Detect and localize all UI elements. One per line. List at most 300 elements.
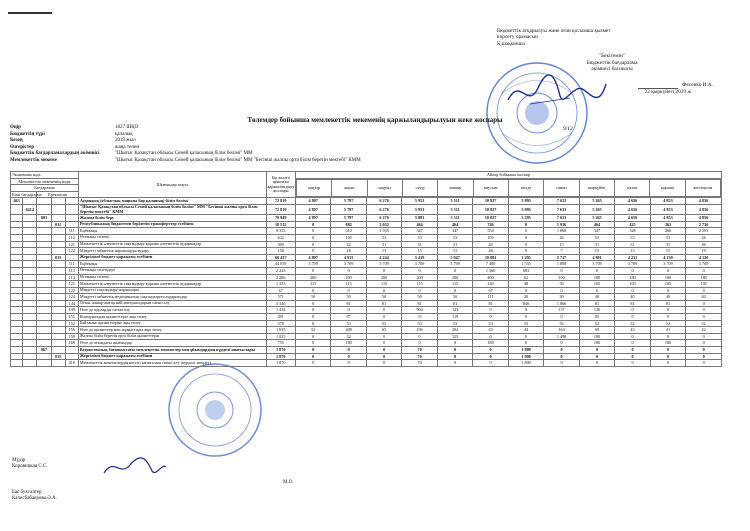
month-value: 85 (579, 314, 614, 321)
code-cell (37, 294, 51, 301)
code-cell (23, 198, 37, 205)
code-cell (23, 360, 37, 367)
month-value: 52 (544, 320, 579, 327)
month-value: 0 (650, 353, 685, 360)
month-value: 200 (366, 274, 401, 281)
month-value: 53 (331, 320, 366, 327)
month-value: 53 (437, 234, 472, 241)
month-value: 0 (366, 360, 401, 367)
month-value: 5 797 (331, 198, 366, 205)
month-value: 70 (402, 360, 437, 367)
code-cell (11, 294, 23, 301)
code-cell (37, 248, 51, 255)
month-value: 554 (473, 228, 508, 235)
code-cell (37, 307, 51, 314)
row-name: Өтемақы төлемдері (78, 267, 266, 274)
month-value: 0 (508, 241, 543, 248)
month-value: 48 (508, 281, 543, 288)
month-value: 882 (331, 221, 366, 228)
month-value: 0 (295, 234, 330, 241)
row-name: Ведомстволық бағыныстағы мемлекеттік мекемелер мен ұйымдардың күрделі шығыстары (78, 347, 266, 354)
approval-date: 22 қыркүйегі 2019 ж (644, 88, 691, 95)
month-value: 6 276 (366, 215, 401, 222)
month-value: 43 (473, 327, 508, 334)
month-value: 240 (473, 281, 508, 288)
month-value: 105 (331, 234, 366, 241)
month-value: 180 (650, 274, 685, 281)
code-cell (11, 254, 23, 261)
table-row (11, 340, 722, 347)
month-value: 2 593 (686, 228, 722, 235)
month-value: 67 (473, 287, 508, 294)
month-value: 6 276 (366, 204, 401, 214)
code-cell (11, 248, 23, 255)
month-value: 44 (473, 241, 508, 248)
table-row (11, 281, 722, 288)
code-cell (23, 327, 37, 334)
month-value: 0 (366, 347, 401, 354)
code-cell: 114 (65, 274, 78, 281)
month-header: тамыз (544, 179, 579, 196)
month-value: 236 (402, 327, 437, 334)
approval-company: "Бекітемін" (598, 53, 626, 60)
approval-line4: Бюджеттік бағдарлама (586, 59, 638, 66)
month-value: 0 (295, 347, 330, 354)
page-number: 9/12 (563, 126, 573, 132)
month-value: 347 (579, 228, 614, 235)
month-value: 0 (366, 307, 401, 314)
code-cell: 416 (65, 360, 78, 367)
page-title: Төлемдер бойынша мемлекеттік мекеменің қаржыландырылуын жеке жоспары (247, 116, 503, 124)
month-value: 0 (508, 314, 543, 321)
row-total: 10 512 (266, 221, 295, 228)
row-total: 70 949 (266, 215, 295, 222)
code-cell (11, 333, 23, 340)
month-header: қазан (614, 179, 649, 196)
row-total: 1 870 (266, 353, 295, 360)
month-value: 0 (615, 267, 650, 274)
month-value: 4 801 (579, 254, 614, 261)
month-value: 0 (331, 347, 366, 354)
month-value: 0 (579, 267, 614, 274)
code-cell (51, 241, 65, 248)
month-value: 347 (437, 228, 472, 235)
col-econ-code: Экономика кода (11, 172, 79, 179)
month-value: 105 (615, 281, 650, 288)
month-value: 0 (508, 234, 543, 241)
code-cell (51, 307, 65, 314)
code-cell (37, 314, 51, 321)
row-name: Міндетті сақтандыру жарналары (78, 287, 266, 294)
code-cell: 015 (51, 254, 65, 261)
month-value: 0 (331, 360, 366, 367)
code-cell (23, 307, 37, 314)
month-value: 0 (686, 360, 722, 367)
code-cell (11, 300, 23, 307)
code-cell (37, 300, 51, 307)
month-value: 0 (686, 340, 722, 347)
month-value: 40 (686, 294, 722, 301)
code-cell (51, 327, 65, 334)
month-value: 0 (366, 340, 401, 347)
month-value: 4 856 (686, 204, 722, 214)
code-cell (37, 340, 51, 347)
header-key: Бюджеттік бағдарламалардың әкімшісі (10, 151, 100, 157)
row-total: 632 (266, 234, 295, 241)
row-name: Отын, жанар-жағар май материалдарын сатып алу (78, 300, 266, 307)
month-value: 125 (437, 333, 472, 340)
month-value: 363 (650, 221, 685, 228)
month-value: 0 (331, 267, 366, 274)
month-value: 3 709 (686, 261, 722, 268)
code-cell (51, 287, 65, 294)
month-value: 65 (366, 327, 401, 334)
month-value: 81 (473, 300, 508, 307)
month-value: 0 (686, 300, 722, 307)
month-value: 189 (473, 340, 508, 347)
month-value: 5 511 (437, 215, 472, 222)
month-value: 0 (437, 353, 472, 360)
month-value: 0 (473, 333, 508, 340)
month-value: 0 (579, 287, 614, 294)
row-name: Мемлекеттік әлеуметтік сақтандыру қорына әлеуметтік аударымдар (78, 281, 266, 288)
month-value: 464 (437, 221, 472, 228)
month-value: 0 (295, 248, 330, 255)
month-value: 115 (331, 281, 366, 288)
month-value: 0 (650, 333, 685, 340)
code-cell (11, 353, 23, 360)
month-value: 1 800 (508, 360, 543, 367)
month-value: 81 (331, 300, 366, 307)
code-cell (37, 360, 51, 367)
month-value: 4 244 (366, 254, 401, 261)
month-value: 0 (686, 307, 722, 314)
bottom-seal-icon (165, 360, 265, 460)
month-value: 10 081 (473, 254, 508, 261)
month-value: 0 (544, 353, 579, 360)
month-value: 3 709 (366, 261, 401, 268)
code-cell (23, 267, 37, 274)
month-value: 180 (331, 340, 366, 347)
month-value: 1 808 (544, 261, 579, 268)
month-value: 328 (615, 228, 650, 235)
code-cell: 144 (65, 300, 78, 307)
month-value: 1 935 (366, 228, 401, 235)
code-cell (23, 294, 37, 301)
month-value: 0 (295, 353, 330, 360)
code-cell (23, 234, 37, 241)
row-total: 72 819 (266, 198, 295, 205)
col-total-header: Бір жылға арналған қаржыландыру жоспары (266, 172, 295, 198)
month-value: 52 (615, 320, 650, 327)
month-value: 0 (437, 347, 472, 354)
month-value: 69 (579, 327, 614, 334)
table-row (11, 254, 722, 261)
month-value: 50 (437, 294, 472, 301)
month-value: 0 (615, 314, 650, 321)
code-cell (65, 204, 78, 214)
code-cell (23, 241, 37, 248)
row-name: Еңбекақы (78, 261, 266, 268)
code-cell (23, 333, 37, 340)
row-name: Аудандық (облыстық маңызы бар қаланың) білім бөлімі (78, 198, 266, 205)
month-value: 0 (650, 307, 685, 314)
month-value: 180 (615, 274, 650, 281)
month-value: 53 (615, 234, 650, 241)
month-value: 0 (402, 333, 437, 340)
code-cell (37, 228, 51, 235)
month-value: 0 (579, 360, 614, 367)
month-value: 115 (437, 281, 472, 288)
month-value: 0 (650, 267, 685, 274)
month-value: 0 (686, 333, 722, 340)
month-value: 7 633 (544, 198, 579, 205)
table-row (11, 360, 722, 367)
month-value: 0 (402, 267, 437, 274)
code-cell (37, 281, 51, 288)
month-value: 180 (579, 340, 614, 347)
month-value: 0 (650, 360, 685, 367)
footer-mo: М.О. (283, 480, 294, 485)
month-value: 53 (579, 234, 614, 241)
month-value: 105 (686, 281, 722, 288)
month-value: 0 (437, 267, 472, 274)
code-cell (11, 215, 23, 222)
code-cell (51, 204, 65, 214)
header-key: Мемлекеттік мекеме (10, 157, 57, 163)
month-value: 0 (686, 314, 722, 321)
code-cell: 6414 (23, 204, 37, 214)
month-value: 408 (331, 327, 366, 334)
month-value: 115 (295, 281, 330, 288)
row-name: Жергілікті бюджет қаражаты есебінен (78, 254, 266, 261)
month-value: 4 853 (650, 204, 685, 214)
month-value: 10 827 (473, 215, 508, 222)
code-cell (11, 347, 23, 354)
month-value: 0 (579, 347, 614, 354)
code-cell (11, 267, 23, 274)
header-key: Бюджеттің түрі (10, 131, 45, 137)
row-total: 44 039 (266, 261, 295, 268)
table-row (11, 320, 722, 327)
code-cell (11, 274, 23, 281)
code-cell: 011 (51, 221, 65, 228)
header-key: Өзгерістер (10, 144, 35, 150)
month-value: 20 (508, 294, 543, 301)
code-cell (65, 353, 78, 360)
table-row (11, 327, 722, 334)
row-total: 156 (266, 248, 295, 255)
month-value: 5 265 (579, 215, 614, 222)
month-value: 204 (437, 327, 472, 334)
row-total: 369 (266, 241, 295, 248)
row-total: 578 (266, 320, 295, 327)
month-value: 53 (650, 234, 685, 241)
month-value: 13 (437, 248, 472, 255)
code-cell: 015 (51, 353, 65, 360)
code-cell: 124 (65, 294, 78, 301)
month-header: шілде (508, 179, 543, 196)
month-value: 1 560 (473, 267, 508, 274)
month-value: 0 (331, 353, 366, 360)
code-cell (23, 340, 37, 347)
month-value: 0 (366, 267, 401, 274)
header-fields (10, 125, 430, 165)
month-value: 0 (615, 360, 650, 367)
code-cell: 169 (65, 340, 78, 347)
month-value: 1 800 (508, 347, 543, 354)
month-value: 50 (295, 294, 330, 301)
code-cell: 122 (65, 287, 78, 294)
code-cell: 112 (65, 234, 78, 241)
month-value: 26 (544, 234, 579, 241)
month-value: 0 (402, 340, 437, 347)
month-value: 904 (402, 307, 437, 314)
month-value: 42 (686, 327, 722, 334)
code-cell: 067 (37, 347, 51, 354)
row-name: Жалпы білім беретін орта білім қызметтерін (78, 333, 266, 340)
code-cell: 152 (65, 320, 78, 327)
code-cell (37, 234, 51, 241)
code-cell (65, 254, 78, 261)
row-total: 1 434 (266, 307, 295, 314)
month-value: 3 709 (650, 261, 685, 268)
footer-name2: Калесбабаерова Ә.А. (12, 496, 57, 502)
month-value: 180 (579, 274, 614, 281)
month-value: 53 (437, 320, 472, 327)
month-value: 0 (295, 314, 330, 321)
month-value: 15 (544, 241, 579, 248)
month-value: 81 (615, 300, 650, 307)
month-value: 0 (402, 287, 437, 294)
code-cell (65, 215, 78, 222)
code-cell (37, 353, 51, 360)
month-value: 0 (295, 241, 330, 248)
code-cell (37, 333, 51, 340)
table-row (11, 215, 722, 222)
code-cell (51, 294, 65, 301)
month-value: 0 (295, 340, 330, 347)
code-cell: 463 (11, 198, 23, 205)
code-cell (51, 215, 65, 222)
code-cell: 159 (65, 333, 78, 340)
row-total: 2 243 (266, 267, 295, 274)
code-cell (23, 281, 37, 288)
month-value: 0 (615, 307, 650, 314)
month-header: сәуір (402, 179, 437, 196)
month-value: 3 295 (508, 254, 543, 261)
month-value: 157 (544, 307, 579, 314)
table-row (11, 353, 722, 360)
month-value: 3 709 (402, 261, 437, 268)
row-name: Республикалық бюджеттен берілетін трансферттер есебінен (78, 221, 266, 228)
row-name: Жалпы білім беру (78, 215, 266, 222)
month-value: 13 (615, 248, 650, 255)
month-value: 31 (579, 241, 614, 248)
month-value: 0 (295, 320, 330, 327)
month-value: 52 (295, 327, 330, 334)
month-value: 4 897 (295, 254, 330, 261)
row-name: Коммуналдық қызметтерге ақы төлеу (78, 314, 266, 321)
row-name: Өтемақы төлемі (78, 274, 266, 281)
month-value: 43 (615, 327, 650, 334)
month-value: 5 419 (402, 254, 437, 261)
month-value: 52 (579, 320, 614, 327)
month-value: 5 995 (508, 198, 543, 205)
code-cell: 121 (65, 281, 78, 288)
code-cell: 149 (65, 307, 78, 314)
code-cell (65, 198, 78, 205)
month-value: 31 (650, 241, 685, 248)
code-cell (23, 228, 37, 235)
month-value: 5 953 (402, 198, 437, 205)
code-cell (23, 274, 37, 281)
month-value: 0 (437, 287, 472, 294)
month-value: 0 (650, 314, 685, 321)
month-header: қараша (650, 179, 685, 196)
month-value: 53 (508, 320, 543, 327)
month-value: 53 (402, 320, 437, 327)
month-value: 0 (650, 347, 685, 354)
row-name: Өзге де қызметтер мен жұмыстарға ақы төлеу (78, 327, 266, 334)
month-value: 4 656 (615, 215, 650, 222)
month-value: 3 709 (615, 261, 650, 268)
code-cell (37, 204, 51, 214)
code-cell (51, 274, 65, 281)
month-value: 26 (473, 248, 508, 255)
table-row (11, 287, 722, 294)
code-cell (11, 314, 23, 321)
table-row (11, 241, 722, 248)
month-value: 2 032 (366, 221, 401, 228)
table-row (11, 333, 722, 340)
month-value: 0 (295, 333, 330, 340)
code-cell (23, 300, 37, 307)
month-value: 0 (508, 287, 543, 294)
code-cell (37, 274, 51, 281)
month-value: 19 (686, 248, 722, 255)
month-value: 31 (402, 241, 437, 248)
code-cell (37, 241, 51, 248)
code-cell (11, 234, 23, 241)
approval-block (497, 28, 737, 95)
month-value: 0 (295, 300, 330, 307)
month-value: 200 (437, 274, 472, 281)
table-row (11, 300, 722, 307)
code-cell (23, 347, 37, 354)
month-value: 53 (366, 320, 401, 327)
month-value: 0 (615, 287, 650, 294)
row-name: Байланыс қызметтеріне ақы төлеу (78, 320, 266, 327)
month-value: 846 (508, 300, 543, 307)
month-value: 3 709 (331, 261, 366, 268)
month-value: 3 709 (295, 261, 330, 268)
month-value: 2 736 (686, 221, 722, 228)
month-value: 41 (650, 327, 685, 334)
row-total: 2 286 (266, 274, 295, 281)
code-cell (51, 320, 65, 327)
month-value: 0 (366, 353, 401, 360)
month-value: 0 (508, 333, 543, 340)
month-value: 32 (331, 333, 366, 340)
month-value: 5 265 (579, 198, 614, 205)
month-value: 4 897 (295, 198, 330, 205)
month-value: 0 (366, 287, 401, 294)
month-value: 0 (437, 360, 472, 367)
month-value: 0 (544, 360, 579, 367)
month-value: 0 (473, 347, 508, 354)
header-value: 2019 жыл (115, 138, 136, 144)
